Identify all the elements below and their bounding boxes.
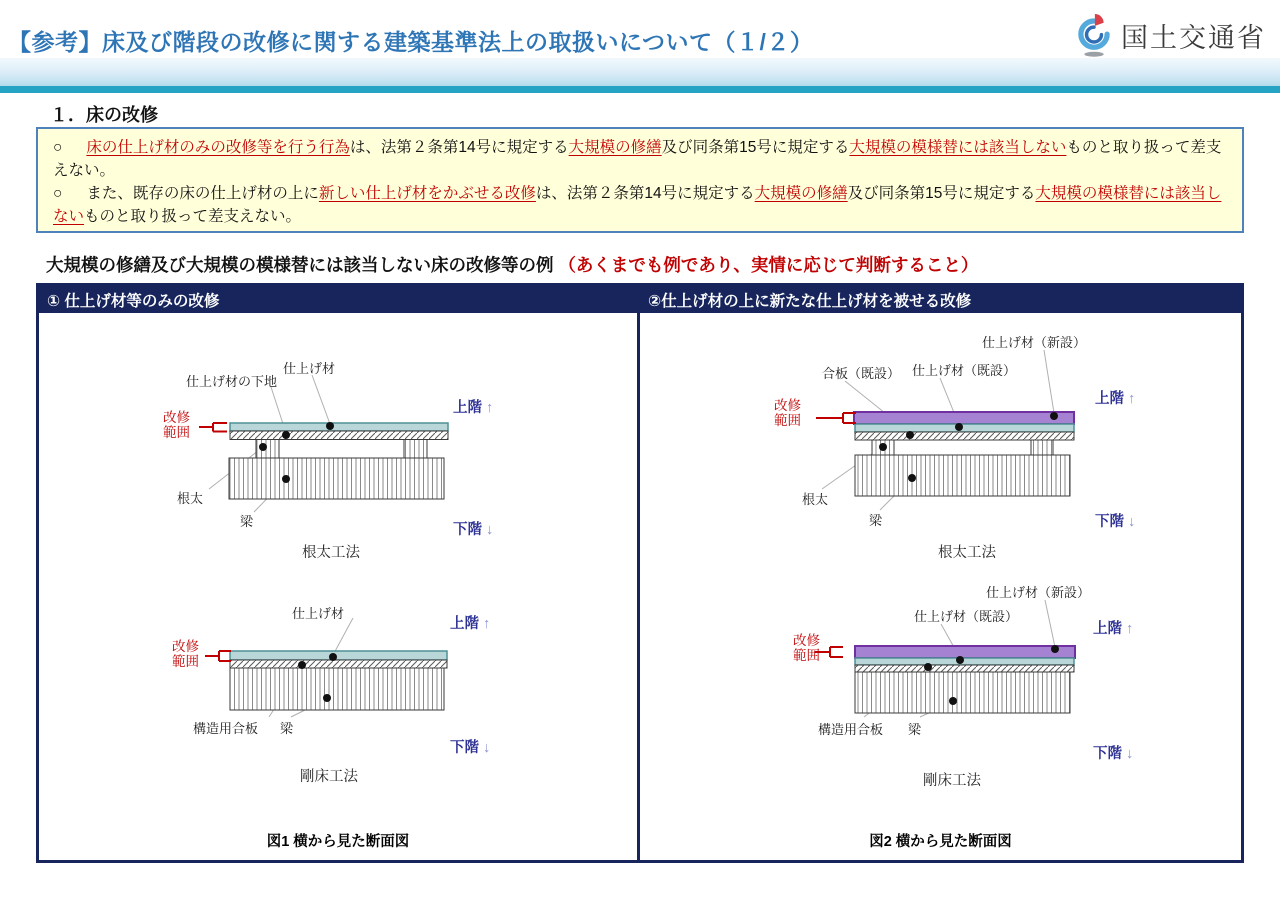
marker-dot bbox=[879, 443, 887, 451]
lower-floor-label bbox=[1093, 742, 1133, 763]
method-caption-rigid: 剛床工法 bbox=[300, 769, 358, 785]
panel-1 bbox=[39, 286, 640, 860]
notice-2-seg: また、既存の床の仕上げ材の上に bbox=[86, 185, 319, 202]
label-beam: 梁 bbox=[869, 513, 883, 528]
label-existing-plywood: 合板（既設） bbox=[822, 366, 901, 381]
upper-floor-label bbox=[1093, 617, 1133, 638]
marker-dot bbox=[906, 431, 914, 439]
example-heading-main: 大規模の修繕及び大規模の模様替には該当しない床の改修等の例 bbox=[46, 255, 554, 275]
upper-floor-text: 上階 bbox=[453, 400, 482, 416]
header-band-decoration bbox=[0, 58, 1280, 87]
notice-1-seg: 及び同条第15号に規定する bbox=[661, 139, 850, 156]
mlit-logo-text: 国土交通省 bbox=[1121, 22, 1266, 53]
upper-floor-text: 上階 bbox=[1095, 391, 1124, 407]
up-arrow-icon: ↑ bbox=[1126, 621, 1134, 637]
new-finish-layer bbox=[854, 412, 1074, 424]
marker-dot bbox=[298, 661, 306, 669]
marker-dot bbox=[282, 431, 290, 439]
upper-floor-text: 上階 bbox=[450, 616, 479, 632]
example-heading bbox=[46, 252, 978, 277]
leader-line bbox=[312, 375, 330, 424]
method-caption-joist: 根太工法 bbox=[302, 545, 360, 561]
down-arrow-icon: ↓ bbox=[1126, 746, 1134, 762]
notice-box bbox=[36, 127, 1244, 233]
panel-1-header: ① 仕上げ材等のみの改修 bbox=[39, 286, 637, 313]
lower-floor-text: 下階 bbox=[1095, 514, 1124, 530]
panel-2-header: ②仕上げ材の上に新たな仕上げ材を被せる改修 bbox=[640, 286, 1241, 313]
label-structural-plywood: 構造用合板 bbox=[818, 722, 884, 737]
label-joist: 根太 bbox=[802, 492, 829, 507]
panel-2-body bbox=[640, 313, 1241, 860]
notice-item-1 bbox=[53, 136, 1229, 182]
upper-floor-text: 上階 bbox=[1093, 621, 1122, 637]
notice-2-seg: ものと取り扱って差支えない。 bbox=[84, 208, 302, 225]
marker-dot bbox=[908, 474, 916, 482]
marker-dot bbox=[1050, 412, 1058, 420]
figure-2-caption: 図2 横から見た断面図 bbox=[869, 834, 1012, 850]
lower-floor-text: 下階 bbox=[1093, 746, 1122, 762]
existing-finish-layer bbox=[855, 658, 1074, 665]
label-existing-finish: 仕上げ材（既設） bbox=[912, 363, 1017, 378]
notice-1-seg: ものと取り扱って差支えない。 bbox=[53, 139, 1222, 179]
down-arrow-icon: ↓ bbox=[1128, 514, 1136, 530]
substrate-layer bbox=[230, 431, 448, 440]
label-new-finish: 仕上げ材（新設） bbox=[986, 585, 1091, 600]
up-arrow-icon: ↑ bbox=[483, 616, 491, 632]
marker-dot bbox=[956, 656, 964, 664]
marker-dot bbox=[955, 423, 963, 431]
notice-2-seg: 及び同条第15号に規定する bbox=[847, 185, 1036, 202]
leader-line bbox=[1045, 600, 1055, 647]
plywood-layer bbox=[855, 432, 1074, 440]
finish-layer bbox=[230, 423, 448, 431]
section-heading: １．床の改修 bbox=[50, 105, 158, 125]
beam-block bbox=[855, 672, 1070, 713]
label-finish-material: 仕上げ材 bbox=[283, 361, 336, 376]
notice-2-seg-red: 大規模の模様替には該当しない bbox=[53, 185, 1222, 225]
up-arrow-icon: ↑ bbox=[486, 400, 494, 416]
notice-1-seg: は、法第２条第14号に規定する bbox=[349, 139, 569, 156]
label-new-finish: 仕上げ材（新設） bbox=[982, 335, 1087, 350]
notice-1-seg-red: 床の仕上げ材のみの改修等を行う行為 bbox=[86, 139, 350, 156]
marker-dot bbox=[323, 694, 331, 702]
lower-floor-label bbox=[450, 736, 490, 757]
method-caption-joist: 根太工法 bbox=[938, 545, 996, 561]
label-joist: 根太 bbox=[177, 491, 204, 506]
renovation-scope-label: 改修範囲 bbox=[163, 410, 190, 440]
mlit-logo-icon bbox=[1073, 10, 1115, 60]
panel-1-body bbox=[39, 313, 637, 860]
marker-dot bbox=[329, 653, 337, 661]
existing-finish-layer bbox=[855, 424, 1074, 432]
leader-line bbox=[333, 618, 353, 655]
lower-floor-label bbox=[1095, 510, 1135, 531]
marker-dot bbox=[282, 475, 290, 483]
notice-2-seg-red: 大規模の修繕 bbox=[754, 185, 848, 202]
renovation-bracket bbox=[816, 413, 856, 423]
marker-dot bbox=[1051, 645, 1059, 653]
renovation-bracket bbox=[199, 423, 227, 432]
beam-block bbox=[229, 458, 444, 499]
notice-2-seg-red: 新しい仕上げ材をかぶせる改修 bbox=[318, 185, 536, 202]
lower-floor-text: 下階 bbox=[453, 522, 482, 538]
renovation-scope-label: 改修範囲 bbox=[172, 639, 199, 669]
header-teal-strip bbox=[0, 86, 1280, 93]
renovation-bracket bbox=[205, 651, 231, 661]
panel-2 bbox=[640, 286, 1241, 860]
page-title: 【参考】床及び階段の改修に関する建築基準法上の取扱いについて（１/２） bbox=[8, 29, 814, 55]
down-arrow-icon: ↓ bbox=[486, 522, 494, 538]
plywood-layer bbox=[855, 665, 1074, 672]
notice-1-seg-red: 大規模の模様替には該当しない bbox=[849, 139, 1067, 156]
notice-1-seg-red: 大規模の修繕 bbox=[568, 139, 662, 156]
leader-line bbox=[1044, 350, 1054, 413]
marker-dot bbox=[949, 697, 957, 705]
beam-block bbox=[855, 455, 1070, 496]
renovation-scope-label: 改修範囲 bbox=[793, 633, 820, 663]
label-beam: 梁 bbox=[280, 721, 294, 736]
up-arrow-icon: ↑ bbox=[1128, 391, 1136, 407]
label-finish-material: 仕上げ材 bbox=[292, 606, 345, 621]
beam-block bbox=[230, 668, 444, 710]
notice-item-2 bbox=[53, 182, 1229, 228]
label-structural-plywood: 構造用合板 bbox=[193, 721, 259, 736]
bullet-circle: ○ bbox=[53, 185, 63, 202]
marker-dot bbox=[326, 422, 334, 430]
marker-dot bbox=[259, 443, 267, 451]
plywood-layer bbox=[230, 660, 447, 668]
mlit-logo bbox=[1073, 10, 1266, 60]
lower-floor-text: 下階 bbox=[450, 740, 479, 756]
notice-2-seg: は、法第２条第14号に規定する bbox=[535, 185, 755, 202]
label-existing-finish: 仕上げ材（既設） bbox=[914, 609, 1019, 624]
example-heading-note: （あくまでも例であり、実情に応じて判断すること） bbox=[558, 255, 979, 275]
example-panels bbox=[36, 283, 1244, 863]
method-caption-rigid: 剛床工法 bbox=[923, 773, 981, 789]
renovation-scope-label: 改修範囲 bbox=[774, 398, 801, 428]
upper-floor-label bbox=[1095, 387, 1135, 408]
finish-layer bbox=[230, 651, 447, 660]
upper-floor-label bbox=[450, 612, 490, 633]
upper-floor-label bbox=[453, 396, 493, 417]
lower-floor-label bbox=[453, 518, 493, 539]
figure-1-caption: 図1 横から見た断面図 bbox=[266, 834, 410, 850]
new-finish-layer bbox=[855, 646, 1075, 658]
joist-block bbox=[404, 440, 427, 459]
label-finish-substrate: 仕上げ材の下地 bbox=[186, 374, 278, 389]
bullet-circle: ○ bbox=[53, 139, 63, 156]
down-arrow-icon: ↓ bbox=[483, 740, 491, 756]
label-beam: 梁 bbox=[240, 514, 254, 529]
marker-dot bbox=[924, 663, 932, 671]
joist-block bbox=[1031, 440, 1053, 455]
label-beam: 梁 bbox=[908, 722, 922, 737]
